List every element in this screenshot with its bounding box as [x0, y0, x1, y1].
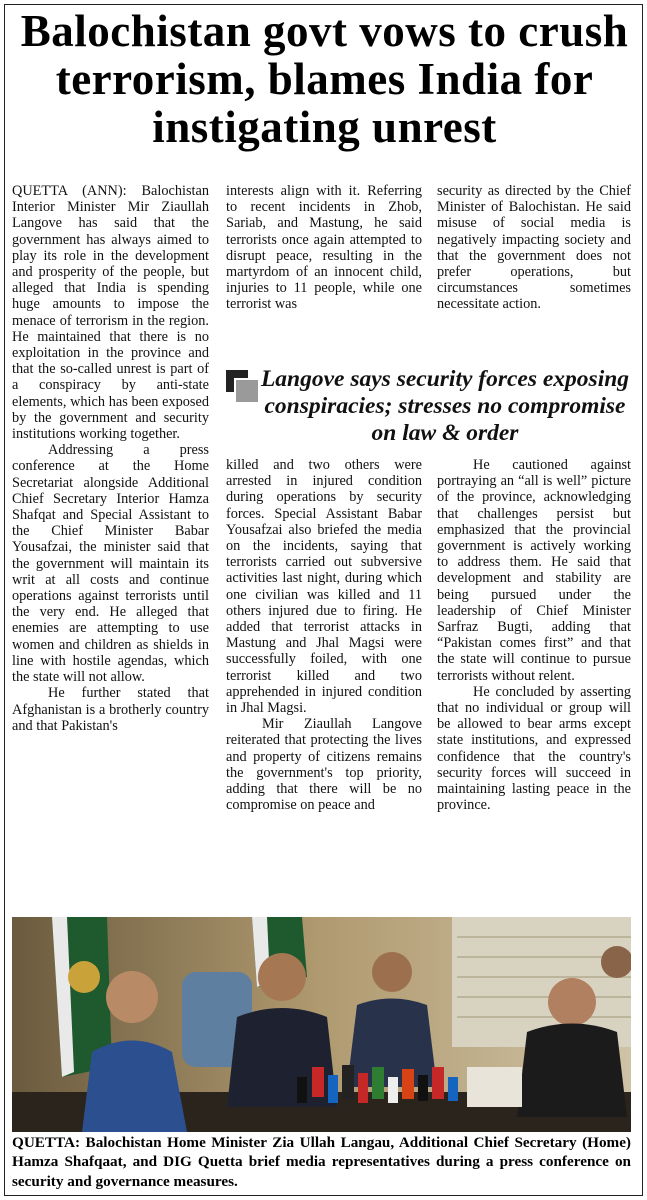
square-bullet-icon — [226, 370, 258, 402]
article-column-3-top — [437, 183, 631, 313]
article-column-2-top — [226, 183, 422, 313]
paragraph: QUETTA (ANN): Balochistan Interior Minister Mir Ziaullah Langove has said that the government has always aimed to play its role in the development and prosperity of the people, but alleged that India is spending huge amounts to impose the menace of terrorism in the region. He maintained that there is no exploitation in the province and that the so-called unrest is part of a conspiracy by anti-state elements, which has been exposed by the government and security institutions working together. — [12, 183, 209, 443]
article-column-1 — [12, 183, 209, 734]
paragraph: security as directed by the Chief Minister of Balochistan. He said misuse of social media is negatively impacting society and that the government does not prefer operations, but circumstances sometimes necessitate action. — [437, 183, 631, 313]
subheadline-box — [226, 364, 631, 452]
paragraph: Addressing a press conference at the Home Secretariat alongside Additional Chief Secretary Interior Hamza Shafqat and Special Assistant to the Chief Minister Babar Yousafzai, the minister said that the government will maintain its writ at all costs and continue operations against terrorists until the very end. He alleged that enemies are attempting to use women and children as shields in line with hostile agendas, which the state will not allow. — [12, 442, 209, 686]
headline: Balochistan govt vows to crush terrorism, blames India for instigating unrest — [20, 6, 629, 152]
paragraph: He cautioned against portraying an “all is well” picture of the province, acknowledging that challenges persist but emphasized that the provincial government is actively working to address them. He said that development and stability are being pursued under the leadership of Chief Minister Sarfraz Bugti, adding that “Pakistan comes first” and that the state will continue to pursue terrorists without relent. — [437, 457, 631, 684]
article-column-3-bottom — [437, 457, 631, 813]
paragraph: Mir Ziaullah Langove reiterated that protecting the lives and property of citizens remains the government's top priority, adding that there will be no compromise on peace and — [226, 716, 422, 814]
paragraph: He concluded by asserting that no individual or group will be allowed to bear arms except state institutions, and expressed confidence that the country's security forces will succeed in maintaining lasting peace in the province. — [437, 683, 631, 814]
paragraph: killed and two others were arrested in injured condition during operations by security forces. Special Assistant Babar Yousafzai also briefed the media on the incidents, saying that terrorists carried out subversive activities last night, during which one civilian was killed and 11 others injured due to firing. He added that terrorist attacks in Mastung and Jhal Magsi were successfully foiled, with one terrorist killed and two apprehended in injured condition in Jhal Magsi. — [226, 457, 422, 717]
paragraph: He further stated that Afghanistan is a brotherly country and that Pakistan's — [12, 685, 209, 734]
article-column-2-bottom — [226, 457, 422, 813]
press-conference-photo — [12, 917, 631, 1132]
paragraph: interests align with it. Referring to recent incidents in Zhob, Sariab, and Mastung, he said terrorists once again attempted to disrupt peace, resulting in the martyrdom of an innocent child, injuries to 11 people, while one terrorist was — [226, 183, 422, 313]
photo-caption: QUETTA: Balochistan Home Minister Zia Ullah Langau, Additional Chief Secretary (Home) Hamza Shafqaat, and DIG Quetta brief media representatives during a press conference on security and governance measures. — [12, 1134, 631, 1190]
subheadline: Langove says security forces exposing conspiracies; stresses no compromise on law & order — [260, 366, 630, 446]
